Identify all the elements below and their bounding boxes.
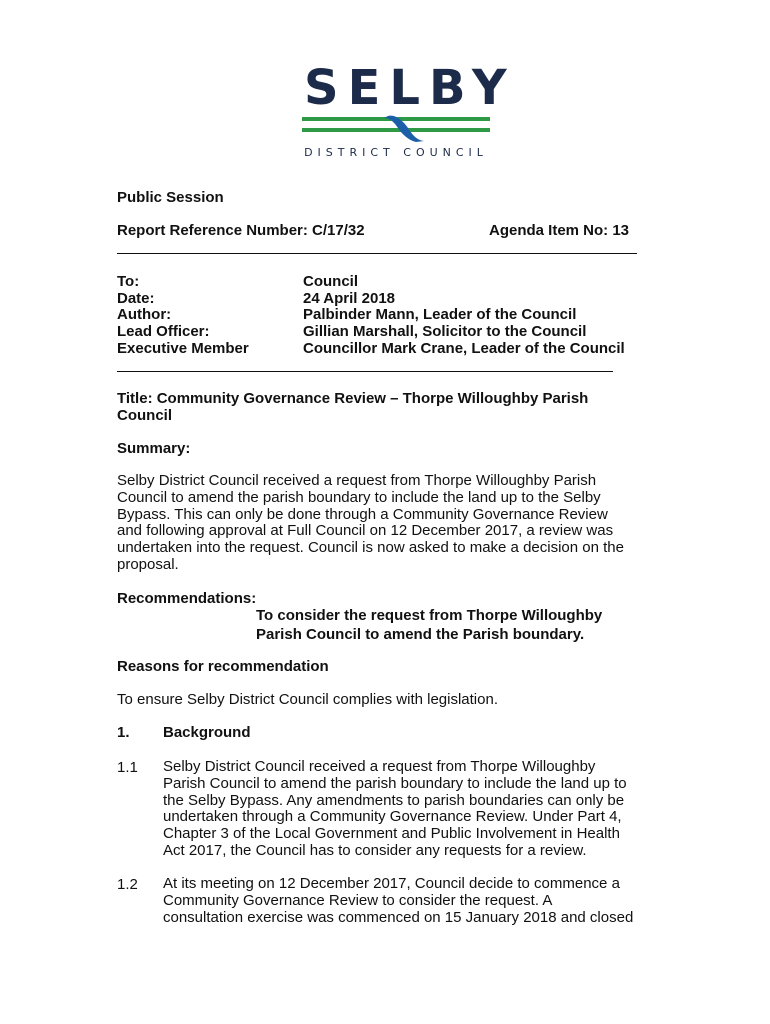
paragraph-line: the Selby Bypass. Any amendments to parish boundaries can only be (163, 791, 625, 809)
logo-wordmark: SELBY (304, 60, 516, 116)
logo-subtitle: DISTRICT COUNCIL (304, 146, 488, 159)
paragraph-1-1 (163, 759, 663, 860)
report-title-line-1: Title: Community Governance Review – Thorpe Willoughby Parish (117, 390, 589, 407)
meta-label: To: (117, 273, 140, 290)
paragraph-number: 1.2 (117, 876, 138, 893)
summary-heading: Summary: (117, 440, 191, 457)
summary-body (117, 473, 657, 574)
summary-line: Bypass. This can only be done through a Community Governance Review (117, 505, 608, 523)
paragraph-line: Community Governance Review to consider the request. A (163, 891, 553, 909)
paragraph-line: consultation exercise was commenced on 15 January 2018 and closed (163, 908, 634, 926)
paragraph-line: Selby District Council received a request from Thorpe Willoughby (163, 758, 596, 775)
paragraph-line: Act 2017, the Council has to consider any requests for a review. (163, 841, 587, 859)
paragraph-line: undertaken through a Community Governance Review. Under Part 4, (163, 808, 622, 826)
reasons-text: To ensure Selby District Council complies with legislation. (117, 691, 498, 708)
meta-value: Councillor Mark Crane, Leader of the Council (303, 340, 625, 357)
meta-label: Executive Member (117, 340, 249, 357)
paragraph-line: At its meeting on 12 December 2017, Council decide to commence a (163, 875, 620, 892)
recommendation-line: To consider the request from Thorpe Willoughby (256, 607, 603, 624)
selby-logo (296, 60, 516, 164)
paragraph-line: Parish Council to amend the parish boundary to include the land up to (163, 774, 627, 792)
paragraph-line: Chapter 3 of the Local Government and Public Involvement in Health (163, 825, 620, 843)
meta-label: Date: (117, 290, 155, 307)
meta-value: 24 April 2018 (303, 290, 395, 307)
paragraph-number: 1.1 (117, 759, 138, 776)
meta-value: Gillian Marshall, Solicitor to the Council (303, 323, 587, 340)
divider (117, 371, 613, 372)
background-heading: Background (163, 724, 251, 741)
meta-label: Lead Officer: (117, 323, 210, 340)
report-reference: Report Reference Number: C/17/32 (117, 222, 365, 239)
section-number: 1. (117, 724, 130, 741)
logo-river-icon (296, 114, 496, 144)
meta-value: Palbinder Mann, Leader of the Council (303, 306, 577, 323)
divider (117, 253, 637, 254)
report-title-line-2: Council (117, 407, 172, 424)
summary-line: and following approval at Full Council on 12 December 2017, a review was (117, 522, 614, 540)
summary-line: proposal. (117, 555, 179, 573)
reasons-heading: Reasons for recommendation (117, 658, 329, 675)
summary-line: undertaken into the request. Council is now asked to make a decision on the (117, 539, 624, 557)
recommendations-heading: Recommendations: (117, 590, 257, 607)
summary-line: Council to amend the parish boundary to include the land up to the Selby (117, 488, 601, 506)
paragraph-1-2 (163, 876, 663, 926)
summary-line: Selby District Council received a request from Thorpe Willoughby Parish (117, 472, 597, 489)
session-label: Public Session (117, 189, 224, 206)
recommendation-line: Parish Council to amend the Parish boundary. (256, 626, 585, 643)
meta-value: Council (303, 273, 358, 290)
agenda-item: Agenda Item No: 13 (489, 222, 630, 239)
meta-label: Author: (117, 306, 172, 323)
